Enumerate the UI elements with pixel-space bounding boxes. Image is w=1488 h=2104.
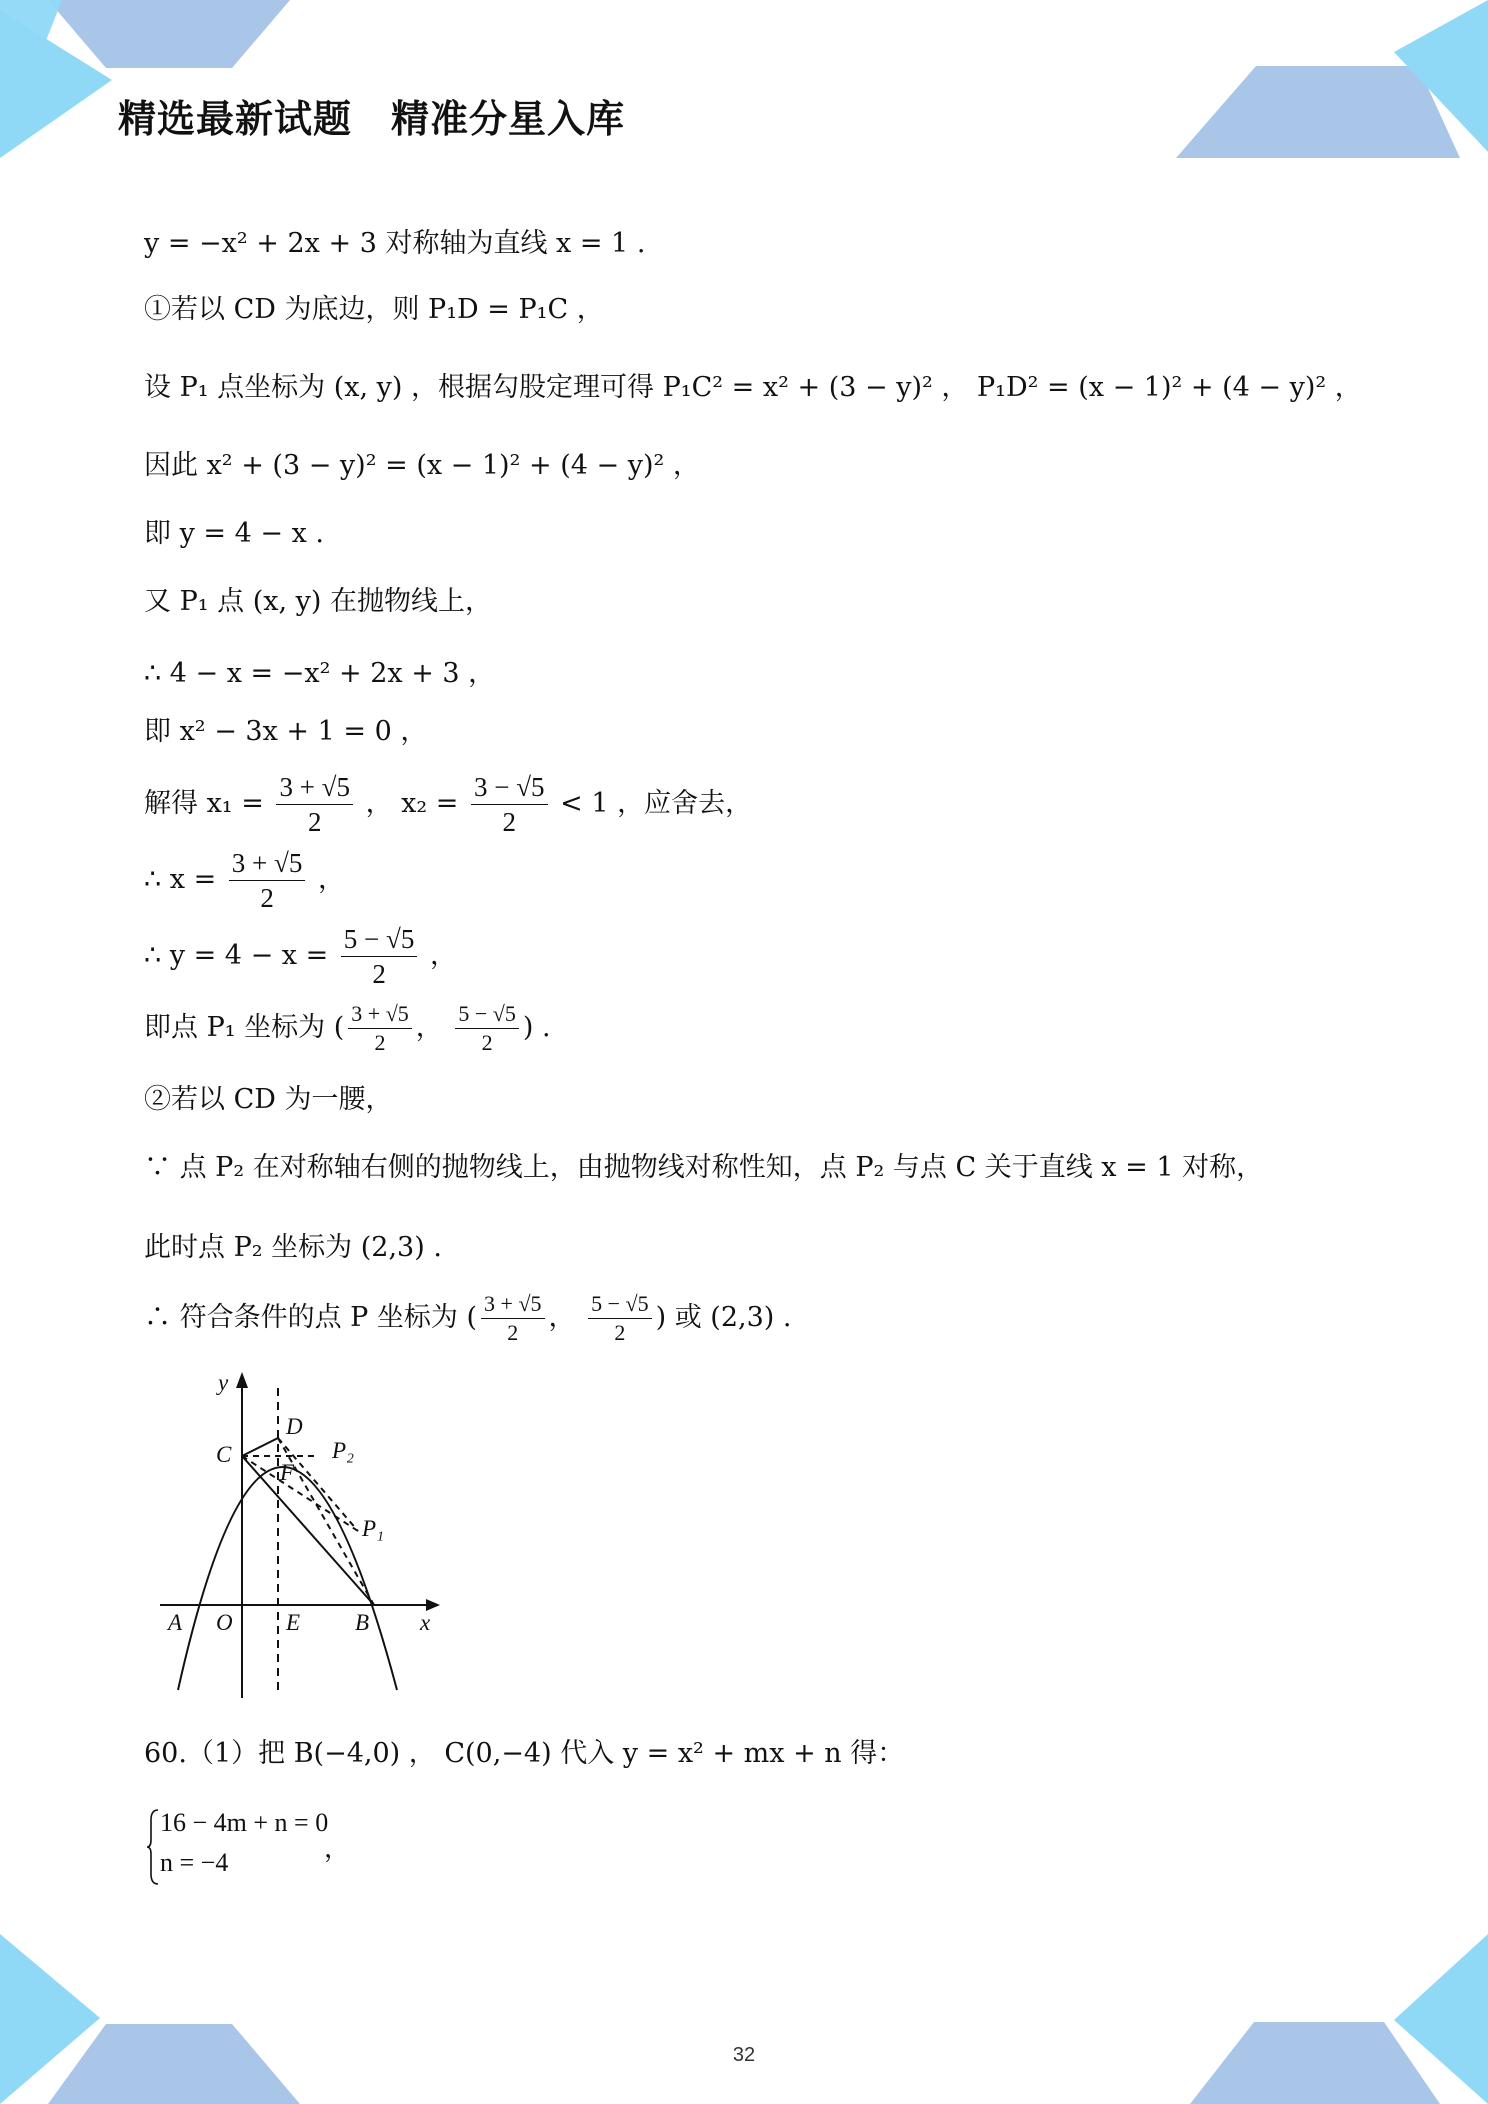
p1-comma: ， bbox=[415, 1012, 443, 1043]
fraction-x-denominator: 2 bbox=[260, 883, 274, 913]
deco-top-left-trapezoid bbox=[48, 0, 290, 68]
system-brace bbox=[146, 1808, 160, 1886]
line-p2-coordinates: 此时点 P₂ 坐标为 (2,3) . bbox=[144, 1232, 442, 1263]
line-equation: 因此 x² + (3 − y)² = (x − 1)² + (4 − y)² ， bbox=[144, 450, 700, 481]
conclusion-prefix: ∴ 符合条件的点 P 坐标为 ( bbox=[144, 1302, 478, 1333]
fraction-p-y-numerator: 5 − √5 bbox=[588, 1290, 651, 1319]
label-A: A bbox=[168, 1610, 183, 1635]
solutions-suffix: < 1 ，应舍去， bbox=[560, 788, 753, 819]
y-value-suffix: ， bbox=[429, 940, 457, 971]
line-axis-of-symmetry: y = −x² + 2x + 3 对称轴为直线 x = 1 . bbox=[144, 228, 646, 259]
parabola-figure bbox=[150, 1368, 450, 1698]
line-solutions bbox=[144, 770, 752, 839]
fraction-x-numerator: 3 + √5 bbox=[229, 846, 306, 881]
label-C: C bbox=[216, 1442, 232, 1467]
line-therefore-1: ∴ 4 − x = −x² + 2x + 3 ， bbox=[144, 658, 496, 689]
line-p1-coordinates bbox=[144, 1000, 551, 1057]
system-eq2: n = −4 bbox=[160, 1848, 229, 1877]
fraction-x2-numerator: 3 − √5 bbox=[471, 770, 548, 805]
fraction-x1-numerator: 3 + √5 bbox=[276, 770, 353, 805]
label-B: B bbox=[355, 1610, 370, 1635]
segment-CP1 bbox=[242, 1456, 358, 1531]
fraction-p1-x bbox=[348, 1000, 411, 1057]
line-quadratic: 即 x² − 3x + 1 = 0 ， bbox=[144, 716, 428, 747]
y-axis-arrow bbox=[236, 1372, 248, 1388]
system-tail: ， bbox=[324, 1834, 351, 1863]
fraction-x2 bbox=[471, 770, 548, 839]
deco-top-right-trapezoid bbox=[1176, 66, 1460, 158]
label-O: O bbox=[216, 1610, 233, 1635]
p1-suffix: ) . bbox=[522, 1012, 551, 1043]
x-value-suffix: ， bbox=[317, 864, 345, 895]
fraction-p1-x-numerator: 3 + √5 bbox=[348, 1000, 411, 1029]
fraction-p-y-denominator: 2 bbox=[614, 1320, 626, 1345]
fraction-p1-y bbox=[455, 1000, 518, 1057]
label-P2: P₂ bbox=[332, 1438, 355, 1463]
label-P1: P₁ bbox=[362, 1516, 385, 1541]
y-value-prefix: ∴ y = 4 − x = bbox=[144, 940, 329, 971]
label-F: F bbox=[280, 1460, 295, 1485]
label-D: D bbox=[286, 1414, 303, 1439]
header-title: 精选最新试题 精准分星入库 bbox=[118, 97, 626, 141]
fraction-x1-denominator: 2 bbox=[307, 807, 322, 837]
fraction-p1-y-denominator: 2 bbox=[481, 1030, 493, 1055]
line-x-value bbox=[144, 846, 345, 915]
label-E: E bbox=[286, 1610, 301, 1635]
line-y-value bbox=[144, 922, 457, 991]
fraction-y-numerator: 5 − √5 bbox=[341, 922, 418, 957]
solutions-prefix: 解得 x₁ = bbox=[144, 788, 264, 819]
fraction-p-x bbox=[481, 1290, 544, 1347]
fraction-p-x-numerator: 3 + √5 bbox=[481, 1290, 544, 1319]
segment-CD bbox=[242, 1438, 278, 1456]
line-problem-60: 60.（1）把 B(−4,0) ， C(0,−4) 代入 y = x² + mx + n 得： bbox=[144, 1738, 905, 1769]
fraction-x bbox=[229, 846, 306, 915]
fraction-p-x-denominator: 2 bbox=[507, 1320, 519, 1345]
system-eq1: 16 − 4m + n = 0 bbox=[160, 1808, 329, 1837]
p1-prefix: 即点 P₁ 坐标为 ( bbox=[144, 1012, 345, 1043]
page-number: 32 bbox=[732, 2044, 756, 2066]
line-symmetry-argument: ∵ 点 P₂ 在对称轴右侧的抛物线上，由抛物线对称性知，点 P₂ 与点 C 关于直线 x = 1 对称， bbox=[144, 1152, 1264, 1183]
solutions-mid: ， x₂ = bbox=[365, 788, 459, 819]
fraction-p-y bbox=[588, 1290, 651, 1347]
conclusion-suffix: ) 或 (2,3) . bbox=[655, 1302, 792, 1333]
fraction-x2-denominator: 2 bbox=[502, 807, 517, 837]
line-conclusion bbox=[144, 1290, 791, 1347]
parabola-curve bbox=[178, 1467, 397, 1690]
line-y-equals: 即 y = 4 − x . bbox=[144, 518, 324, 549]
x-value-prefix: ∴ x = bbox=[144, 864, 217, 895]
fraction-x1 bbox=[276, 770, 353, 839]
line-pythagoras: 设 P₁ 点坐标为 (x, y) ，根据勾股定理可得 P₁C² = x² + (3 − y)² ， P₁D² = (x − 1)² + (4 − y)² ， bbox=[144, 372, 1362, 403]
fraction-y-denominator: 2 bbox=[372, 959, 386, 989]
label-x: x bbox=[420, 1610, 431, 1635]
line-on-parabola: 又 P₁ 点 (x, y) 在抛物线上， bbox=[144, 586, 493, 617]
line-case1-base: ①若以 CD 为底边，则 P₁D = P₁C ， bbox=[144, 294, 604, 325]
fraction-p1-y-numerator: 5 − √5 bbox=[455, 1000, 518, 1029]
conclusion-comma: ， bbox=[548, 1302, 576, 1333]
fraction-y bbox=[341, 922, 418, 991]
line-case2-leg: ②若以 CD 为一腰， bbox=[144, 1084, 393, 1115]
fraction-p1-x-denominator: 2 bbox=[374, 1030, 386, 1055]
label-y: y bbox=[218, 1370, 229, 1395]
